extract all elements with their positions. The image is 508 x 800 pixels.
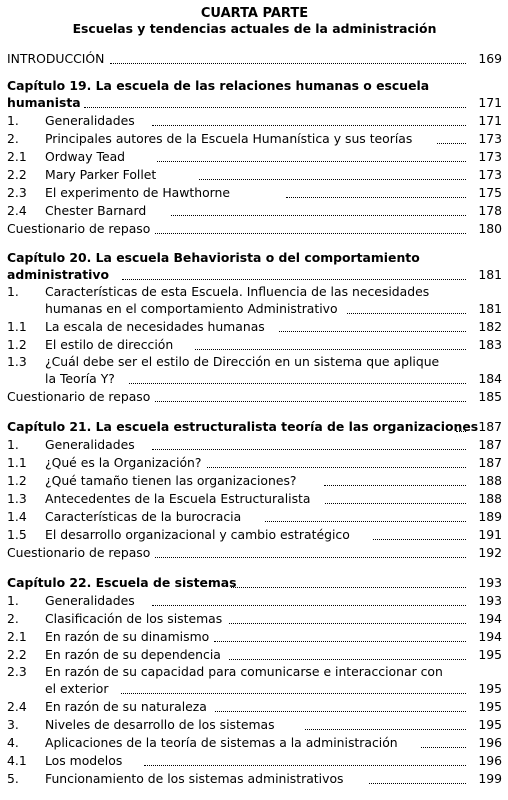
ch22-item <box>7 646 502 664</box>
item-number: 2. <box>7 611 19 626</box>
ch22-item-2-3-line1 <box>7 664 502 680</box>
chapter-20-heading-line2 <box>7 266 502 284</box>
review-page: 180 <box>478 221 502 236</box>
dot-leader <box>229 574 468 592</box>
dot-leader <box>212 628 468 646</box>
ch21-item <box>7 436 502 454</box>
chapter-22-heading <box>7 574 502 592</box>
item-text: Ordway Tead <box>45 149 126 164</box>
item-page: 189 <box>478 509 502 524</box>
dot-leader <box>193 336 468 354</box>
ch19-item <box>7 184 502 202</box>
item-page: 184 <box>478 371 502 386</box>
item-page: 195 <box>478 717 502 732</box>
dot-leader <box>303 716 468 734</box>
ch21-review <box>7 544 502 562</box>
chapter-22-page: 193 <box>478 575 502 590</box>
toc-entry-text: INTRODUCCIÓN <box>7 51 105 66</box>
dot-leader <box>155 148 468 166</box>
dot-leader <box>263 508 468 526</box>
item-number: 1.3 <box>7 354 27 369</box>
dot-leader <box>205 454 468 472</box>
ch20-item-1-2 <box>7 336 502 354</box>
item-page: 191 <box>478 527 502 542</box>
item-text: Características de esta Escuela. Influencia de las necesidades <box>45 284 430 299</box>
ch22-item <box>7 752 502 770</box>
dot-leader <box>454 418 468 436</box>
review-text: Cuestionario de repaso <box>7 389 151 404</box>
item-page: 195 <box>478 681 502 696</box>
ch19-item <box>7 112 502 130</box>
item-number: 2.1 <box>7 629 27 644</box>
ch21-item <box>7 526 502 544</box>
item-number: 2.4 <box>7 699 27 714</box>
item-page: 173 <box>478 131 502 146</box>
chapter-21-title: Capítulo 21. La escuela estructuralista teoría de las organizaciones <box>7 419 479 434</box>
chapter-19-title: Capítulo 19. La escuela de las relaciones humanas o escuela <box>7 78 430 93</box>
ch20-item-1-line2 <box>7 300 502 318</box>
item-text: Generalidades <box>45 113 135 128</box>
part-subtitle: Escuelas y tendencias actuales de la administración <box>72 21 437 36</box>
toc-page <box>7 6 502 788</box>
item-page: 187 <box>478 437 502 452</box>
item-number: 2.2 <box>7 647 27 662</box>
dot-leader <box>197 166 468 184</box>
ch19-item <box>7 202 502 220</box>
dot-leader <box>153 220 468 238</box>
dot-leader <box>227 646 468 664</box>
item-page: 188 <box>478 491 502 506</box>
item-text: Los modelos <box>45 753 123 768</box>
item-number: 1.2 <box>7 473 27 488</box>
ch22-item <box>7 610 502 628</box>
dot-leader <box>322 472 468 490</box>
item-page: 173 <box>478 167 502 182</box>
toc-entry-page: 169 <box>478 51 502 66</box>
ch19-item <box>7 166 502 184</box>
ch20-item-1-1 <box>7 318 502 336</box>
dot-leader <box>435 130 468 148</box>
item-text-cont: la Teoría Y? <box>45 371 115 386</box>
ch19-item <box>7 130 502 148</box>
review-page: 185 <box>478 389 502 404</box>
item-page: 187 <box>478 455 502 470</box>
ch22-item <box>7 770 502 788</box>
item-number: 2.4 <box>7 203 27 218</box>
item-page: 199 <box>478 771 502 786</box>
item-page: 178 <box>478 203 502 218</box>
item-number: 1.1 <box>7 319 27 334</box>
dot-leader <box>213 698 468 716</box>
item-text: Características de la burocracia <box>45 509 242 524</box>
dot-leader <box>108 50 468 68</box>
item-number: 3. <box>7 717 19 732</box>
dot-leader <box>277 318 468 336</box>
review-page: 192 <box>478 545 502 560</box>
dot-leader <box>119 680 468 698</box>
item-text: El estilo de dirección <box>45 337 174 352</box>
item-number: 2.3 <box>7 185 27 200</box>
item-number: 1. <box>7 593 19 608</box>
dot-leader <box>82 94 468 112</box>
item-text: Funcionamiento de los sistemas administrativos <box>45 771 344 786</box>
ch19-item <box>7 148 502 166</box>
item-number: 2.3 <box>7 664 27 679</box>
item-page: 175 <box>478 185 502 200</box>
dot-leader <box>153 388 468 406</box>
ch22-item <box>7 628 502 646</box>
dot-leader <box>419 734 468 752</box>
chapter-21-heading <box>7 418 502 436</box>
dot-leader <box>120 266 468 284</box>
ch21-item <box>7 472 502 490</box>
chapter-20-page: 181 <box>478 267 502 282</box>
item-text: El desarrollo organizacional y cambio estratégico <box>45 527 350 542</box>
item-number: 1.3 <box>7 491 27 506</box>
ch22-item <box>7 734 502 752</box>
ch22-item <box>7 716 502 734</box>
item-text: Generalidades <box>45 437 135 452</box>
review-text: Cuestionario de repaso <box>7 545 151 560</box>
item-text: Aplicaciones de la teoría de sistemas a la administración <box>45 735 398 750</box>
item-number: 1. <box>7 437 19 452</box>
chapter-19-heading-line2 <box>7 94 502 112</box>
ch22-item <box>7 698 502 716</box>
ch19-review <box>7 220 502 238</box>
item-number: 1. <box>7 284 19 299</box>
item-text: Antecedentes de la Escuela Estructuralista <box>45 491 311 506</box>
item-text: En razón de su dinamismo <box>45 629 210 644</box>
item-number: 2. <box>7 131 19 146</box>
ch21-item <box>7 508 502 526</box>
dot-leader <box>150 112 468 130</box>
item-number: 4. <box>7 735 19 750</box>
chapter-19-heading-line1 <box>7 78 502 94</box>
item-page: 195 <box>478 647 502 662</box>
item-text: En razón de su naturaleza <box>45 699 207 714</box>
ch20-review <box>7 388 502 406</box>
item-number: 1.5 <box>7 527 27 542</box>
item-text: Niveles de desarrollo de los sistemas <box>45 717 275 732</box>
item-page: 188 <box>478 473 502 488</box>
item-page: 183 <box>478 337 502 352</box>
item-page: 196 <box>478 753 502 768</box>
item-number: 1. <box>7 113 19 128</box>
chapter-19-page: 171 <box>478 95 502 110</box>
item-number: 2.1 <box>7 149 27 164</box>
item-text: Clasificación de los sistemas <box>45 611 223 626</box>
item-text: En razón de su capacidad para comunicarse e interaccionar con <box>45 664 443 679</box>
dot-leader <box>345 300 468 318</box>
ch22-item <box>7 592 502 610</box>
ch21-item <box>7 490 502 508</box>
chapter-20-title: Capítulo 20. La escuela Behaviorista o del comportamiento <box>7 250 420 265</box>
ch20-item-1-3-line1 <box>7 354 502 370</box>
item-page: 196 <box>478 735 502 750</box>
item-page: 195 <box>478 699 502 714</box>
item-text: El experimento de Hawthorne <box>45 185 231 200</box>
item-text: ¿Qué tamaño tienen las organizaciones? <box>45 473 297 488</box>
dot-leader <box>367 770 468 788</box>
dot-leader <box>150 436 468 454</box>
chapter-20-title-cont: administrativo <box>7 267 109 282</box>
dot-leader <box>323 490 468 508</box>
ch22-item-2-3-line2 <box>7 680 502 698</box>
item-page: 173 <box>478 149 502 164</box>
item-text: Chester Barnard <box>45 203 147 218</box>
ch20-item-1-3-line2 <box>7 370 502 388</box>
item-page: 171 <box>478 113 502 128</box>
item-number: 1.2 <box>7 337 27 352</box>
review-text: Cuestionario de repaso <box>7 221 151 236</box>
item-text-cont: el exterior <box>45 681 109 696</box>
item-page: 194 <box>478 611 502 626</box>
chapter-20-heading-line1 <box>7 250 502 266</box>
ch20-item-1-line1 <box>7 284 502 300</box>
item-number: 1.1 <box>7 455 27 470</box>
item-number: 1.4 <box>7 509 27 524</box>
item-number: 4.1 <box>7 753 27 768</box>
chapter-22-title: Capítulo 22. Escuela de sistemas <box>7 575 237 590</box>
item-text: ¿Qué es la Organización? <box>45 455 202 470</box>
dot-leader <box>371 526 468 544</box>
item-number: 2.2 <box>7 167 27 182</box>
dot-leader <box>169 202 468 220</box>
item-page: 182 <box>478 319 502 334</box>
item-text: En razón de su dependencia <box>45 647 221 662</box>
chapter-19-title-cont: humanista <box>7 95 81 110</box>
dot-leader <box>142 752 468 770</box>
dot-leader <box>153 544 468 562</box>
chapter-21-page: 187 <box>478 419 502 434</box>
dot-leader <box>127 370 468 388</box>
item-text: Mary Parker Follet <box>45 167 157 182</box>
item-text: Generalidades <box>45 593 135 608</box>
item-number: 5. <box>7 771 19 786</box>
part-title: CUARTA PARTE <box>200 6 309 21</box>
dot-leader <box>227 610 468 628</box>
item-page: 193 <box>478 593 502 608</box>
item-page: 194 <box>478 629 502 644</box>
toc-entry-introduccion <box>7 50 502 68</box>
item-text: ¿Cuál debe ser el estilo de Dirección en un sistema que aplique <box>45 354 440 369</box>
item-text: La escala de necesidades humanas <box>45 319 265 334</box>
ch21-item <box>7 454 502 472</box>
item-text: Principales autores de la Escuela Humanística y sus teorías <box>45 131 413 146</box>
item-text-cont: humanas en el comportamiento Administrativo <box>45 301 338 316</box>
dot-leader <box>284 184 468 202</box>
dot-leader <box>150 592 468 610</box>
item-page: 181 <box>478 301 502 316</box>
